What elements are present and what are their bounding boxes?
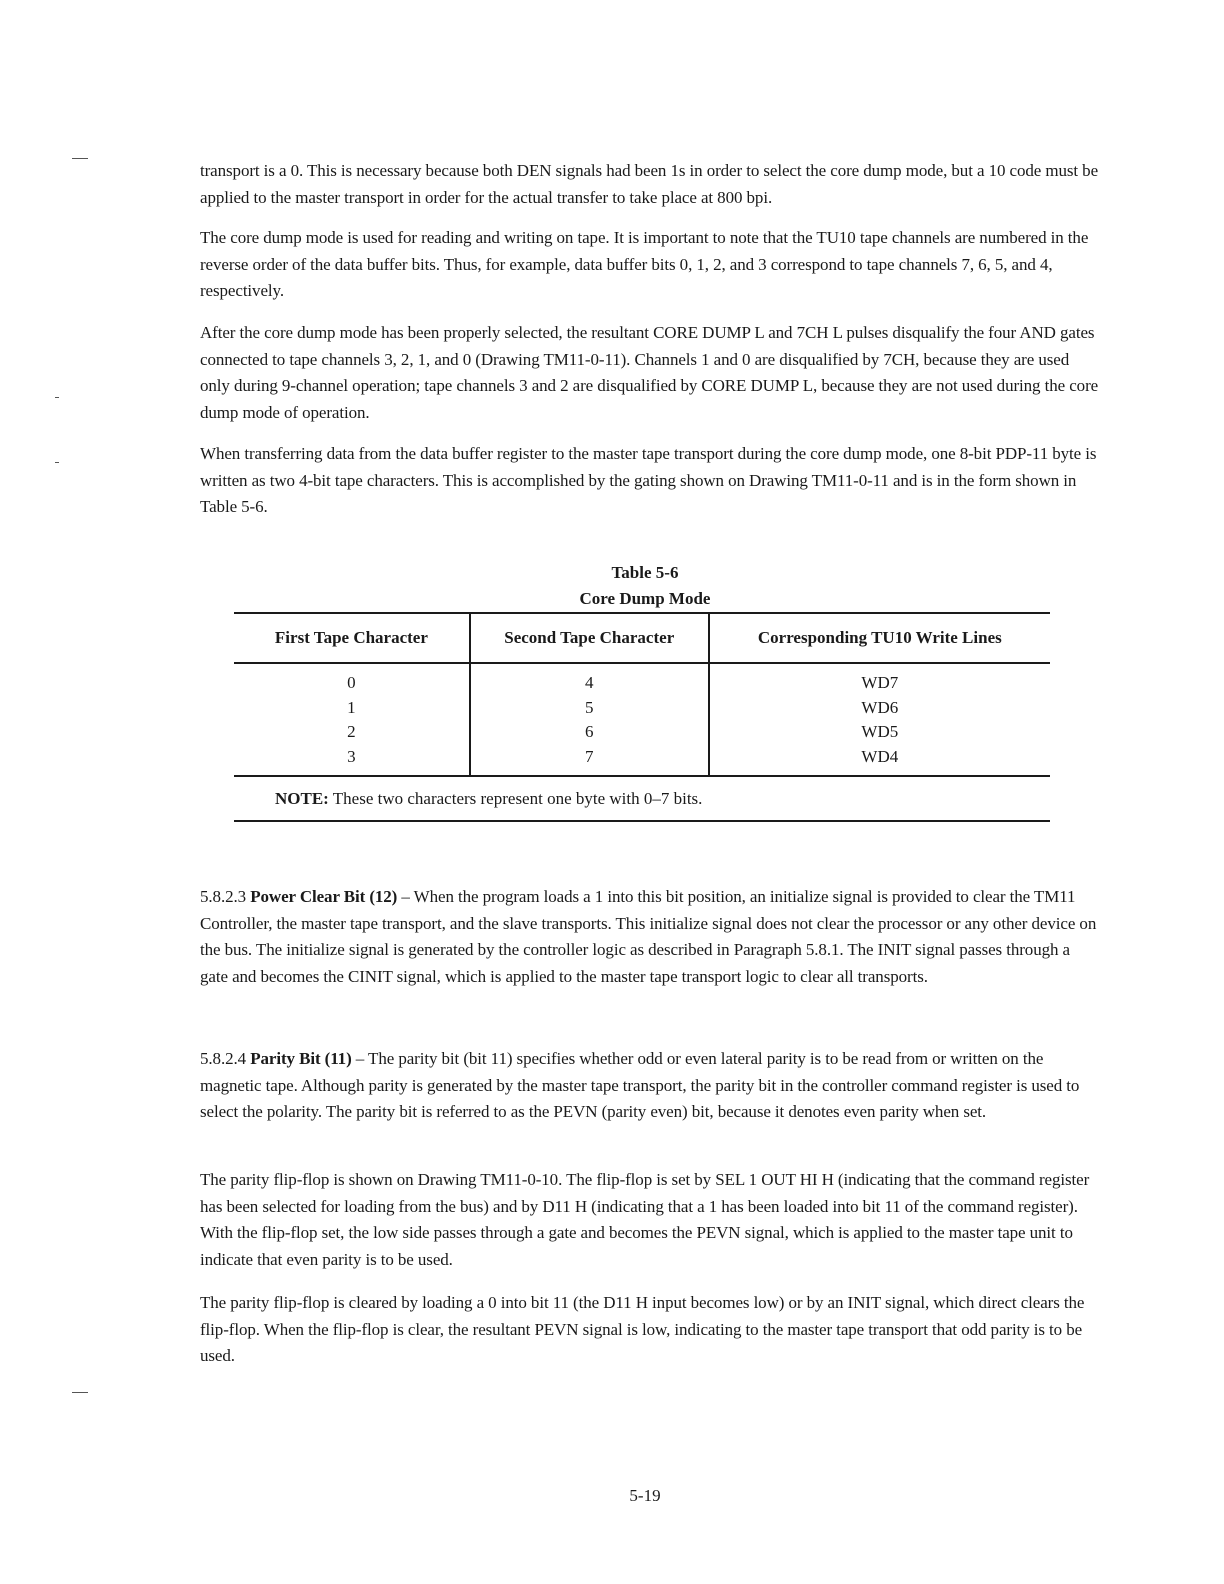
table-header-row	[234, 613, 1050, 663]
table-cell: 6	[470, 720, 709, 745]
table-cell: WD6	[861, 697, 899, 717]
table-number: Table 5-6	[611, 563, 679, 582]
column-header: Corresponding TU10 Write Lines	[709, 613, 1050, 663]
column-header: First Tape Character	[234, 613, 470, 663]
table-row	[234, 720, 1050, 745]
page-number: 5-19	[629, 1486, 661, 1505]
bottom-paragraph-1-block	[200, 1167, 1100, 1273]
table	[234, 612, 1050, 777]
top-paragraph-3-block	[200, 320, 1100, 426]
table-cell: 7	[470, 745, 709, 777]
table-cell: WD7	[861, 673, 899, 693]
table-cell: 0	[234, 663, 470, 696]
note-label: NOTE:	[275, 789, 329, 808]
paragraph: When transferring data from the data buffer register to the master tape transport during the core dump mode, one 8-bit PDP-11 byte is written as two 4-bit tape characters. This is accomplished by the gating shown on Drawing TM11-0-11 and is in the form shown in Table 5-6.	[200, 444, 1097, 516]
section-text: – When the program loads a 1 into this bit position, an initialize signal is provided to clear the TM11 Controller, the master tape transport, and the slave transports. This initialize signal does not clear the processor or any other device on the bus. The initialize signal is generated by the controller logic as described in Paragraph 5.8.1. The INIT signal passes through a gate and becomes the CINIT signal, which is applied to the master tape transport logic to clear all transports.	[200, 887, 1097, 986]
paragraph: The parity flip-flop is shown on Drawing TM11-0-10. The flip-flop is set by SEL 1 OUT HI H (indicating that the command register has been selected for loading from the bus) and by D11 H (indicating that a 1 has been loaded into bit 11 of the command register). With the flip-flop set, the low side passes through a gate and becomes the PEVN signal, which is applied to the master tape unit to indicate that even parity is to be used.	[200, 1170, 1090, 1269]
bottom-paragraph-2-block	[200, 1290, 1100, 1370]
core-dump-table	[234, 612, 1050, 777]
paragraph: After the core dump mode has been properly selected, the resultant CORE DUMP L and 7CH L pulses disqualify the four AND gates connected to tape channels 3, 2, 1, and 0 (Drawing TM11-0-11). Channels 1 and 0 are disqualified by 7CH, because they are used only during 9-channel operation; tape channels 3 and 2 are disqualified by CORE DUMP L, because they are not used during the core dump mode of operation.	[200, 323, 1099, 422]
section-power-clear	[200, 884, 1100, 990]
note-text: These two characters represent one byte with 0–7 bits.	[332, 789, 703, 808]
table-cell: WD5	[861, 722, 899, 742]
column-header: Second Tape Character	[470, 613, 709, 663]
table-row	[234, 696, 1050, 721]
table-cell: 3	[234, 745, 470, 777]
section-text: – The parity bit (bit 11) specifies whether odd or even lateral parity is to be read from or written on the magnetic tape. Although parity is generated by the master tape transport, the parity bit in the controller command register is used to select the polarity. The parity bit is referred to as the PEVN (parity even) bit, because it denotes even parity when set.	[200, 1049, 1080, 1121]
section-parity	[200, 1046, 1100, 1126]
margin-mark	[55, 462, 59, 463]
paragraph: transport is a 0. This is necessary because both DEN signals had been 1s in order to select the core dump mode, but a 10 code must be applied to the master transport in order for the actual transfer to take place at 800 bpi.	[200, 161, 1099, 207]
margin-mark	[72, 158, 88, 159]
table-note	[234, 784, 1050, 822]
top-paragraph-2-block	[200, 225, 1100, 305]
paragraph: The core dump mode is used for reading and writing on tape. It is important to note that the TU10 tape channels are numbered in the reverse order of the data buffer bits. Thus, for example, data buffer bits 0, 1, 2, and 3 correspond to tape channels 7, 6, 5, and 4, respectively.	[200, 228, 1089, 300]
section-number: 5.8.2.3	[200, 887, 247, 906]
top-paragraph-4-block	[200, 441, 1100, 521]
section-title: Parity Bit (11)	[250, 1049, 352, 1068]
table-cell: 1	[234, 696, 470, 721]
margin-mark	[55, 397, 59, 398]
section-title: Power Clear Bit (12)	[250, 887, 398, 906]
table-row	[234, 663, 1050, 696]
paragraph: The parity flip-flop is cleared by loading a 0 into bit 11 (the D11 H input becomes low) or by an INIT signal, which direct clears the flip-flop. When the flip-flop is clear, the resultant PEVN signal is low, indicating to the master tape transport that odd parity is to be used.	[200, 1293, 1085, 1365]
table-cell: 5	[470, 696, 709, 721]
section-number: 5.8.2.4	[200, 1049, 247, 1068]
table-row	[234, 745, 1050, 777]
table-cell: WD4	[709, 745, 1050, 777]
margin-mark	[72, 1392, 88, 1393]
table-cell: 2	[234, 720, 470, 745]
table-cell: 4	[470, 663, 709, 696]
top-paragraph-1-block	[200, 158, 1100, 211]
table-title: Core Dump Mode	[579, 589, 711, 608]
